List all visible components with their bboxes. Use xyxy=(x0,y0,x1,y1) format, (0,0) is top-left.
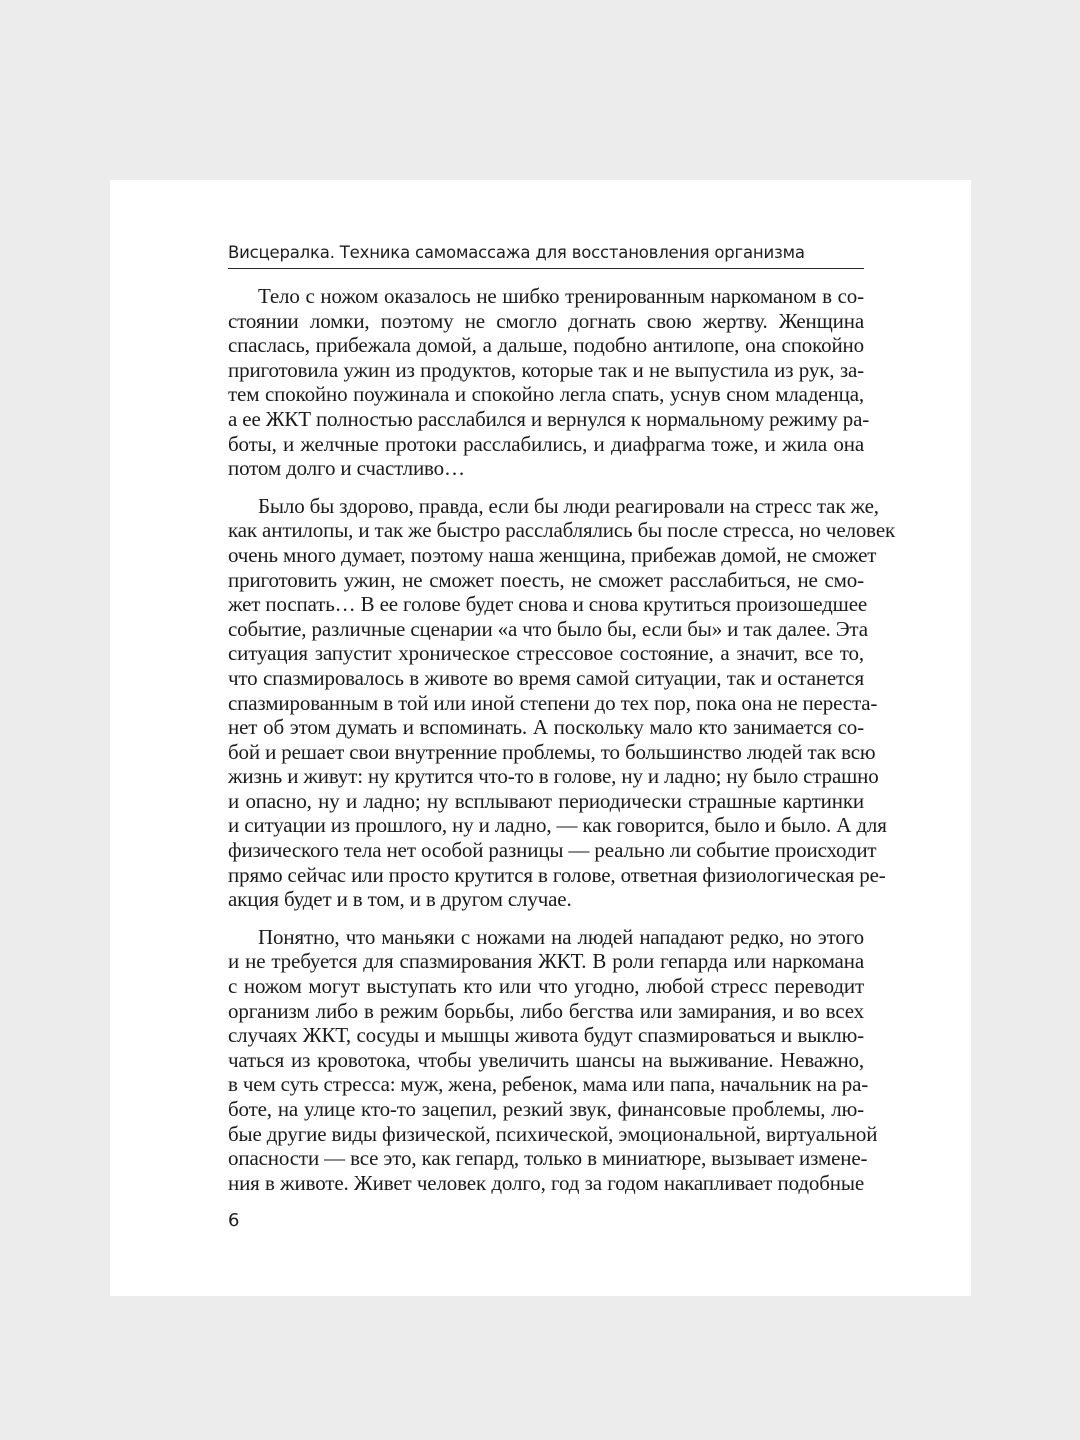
text-line: ситуация запустит хроническое стрессовое состояние, а значит, все то, xyxy=(228,641,864,666)
paragraph-1 xyxy=(228,284,870,481)
text-line: стоянии ломки, поэтому не смогло догнать свою жертву. Женщина xyxy=(228,308,864,333)
text-line: в чем суть стресса: муж, жена, ребенок, мама или папа, начальник на ра- xyxy=(228,1072,869,1097)
text-line: событие, различные сценарии «а что было бы, если бы» и так далее. Эта xyxy=(228,616,868,641)
text-line: ния в животе. Живет человек долго, год за годом накапливает подобные xyxy=(228,1170,864,1195)
text-line: и ситуации из прошлого, ну и ладно, — как говорится, было и было. А для xyxy=(228,813,887,838)
body-text xyxy=(228,284,896,1208)
text-line: акция будет и в том, и в другом случае. xyxy=(228,887,572,912)
text-line: приготовила ужин из продуктов, которые так и не выпустила из рук, за- xyxy=(228,357,864,382)
text-line: и опасно, ну и ладно; ну всплывают периодически страшные картинки xyxy=(228,788,864,813)
text-line: физического тела нет особой разницы — реально ли событие происходит xyxy=(228,838,877,863)
text-line: спаслась, прибежала домой, а дальше, подобно антилопе, она спокойно xyxy=(228,333,864,358)
text-line: Понятно, что маньяки с ножами на людей нападают редко, но этого xyxy=(258,924,864,949)
running-header: Висцералка. Техника самомассажа для восстановления организма xyxy=(228,243,805,262)
text-line: потом долго и счастливо… xyxy=(228,456,465,481)
text-line: нет об этом думать и вспоминать. А поскольку мало кто занимается со- xyxy=(228,715,864,740)
text-line: бой и решает свои внутренние проблемы, то большинство людей так всю xyxy=(228,739,876,764)
text-line: организм либо в режим борьбы, либо бегства или замирания, и во всех xyxy=(228,998,864,1023)
text-line: а ее ЖКТ полностью расслабился и вернулся к нормальному режиму ра- xyxy=(228,406,870,431)
paragraph-3 xyxy=(228,924,878,1196)
text-line: жизнь и живут: ну крутится что-то в голове, ну и ладно; ну было страшно xyxy=(228,764,879,789)
text-line: Было бы здорово, правда, если бы люди реагировали на стресс так же, xyxy=(258,493,879,518)
text-line: и не требуется для спазмирования ЖКТ. В роли гепарда или наркомана xyxy=(228,949,864,974)
text-line: случаях ЖКТ, сосуды и мышцы живота будут спазмироваться и выклю- xyxy=(228,1023,864,1048)
book-page xyxy=(110,180,971,1296)
page-number: 6 xyxy=(228,1210,240,1231)
text-line: приготовить ужин, не сможет поесть, не сможет расслабиться, не смо- xyxy=(228,567,864,592)
paragraph-2 xyxy=(228,493,896,912)
text-line: как антилопы, и так же быстро расслаблялись бы после стресса, но человек xyxy=(228,518,896,543)
text-line: спазмированным в той или иной степени до тех пор, пока она не переста- xyxy=(228,690,878,715)
text-line: чаться из кровотока, чтобы увеличить шансы на выживание. Неважно, xyxy=(228,1047,864,1072)
text-line: тем спокойно поужинала и спокойно легла спать, уснув сном младенца, xyxy=(228,382,864,407)
header-rule xyxy=(228,268,864,269)
text-line: опасности — все это, как гепард, только в миниатюре, вызывает измене- xyxy=(228,1146,868,1171)
text-line: бые другие виды физической, психической, эмоциональной, виртуальной xyxy=(228,1121,878,1146)
text-line: боте, на улице кто-то зацепил, резкий звук, финансовые проблемы, лю- xyxy=(228,1097,864,1121)
text-line: с ножом могут выступать кто или что угодно, любой стресс переводит xyxy=(228,974,864,999)
text-line: очень много думает, поэтому наша женщина, прибежав домой, не сможет xyxy=(228,542,877,567)
text-line: что спазмировалось в животе во время самой ситуации, так и останется xyxy=(228,665,864,690)
text-line: Тело с ножом оказалось не шибко тренированным наркоманом в со- xyxy=(258,284,864,308)
text-line: боты, и желчные протоки расслабились, и диафрагма тоже, и жила она xyxy=(228,431,864,456)
text-line: прямо сейчас или просто крутится в голове, ответная физиологическая ре- xyxy=(228,862,886,887)
text-line: жет поспать… В ее голове будет снова и снова крутиться произошедшее xyxy=(228,592,868,617)
